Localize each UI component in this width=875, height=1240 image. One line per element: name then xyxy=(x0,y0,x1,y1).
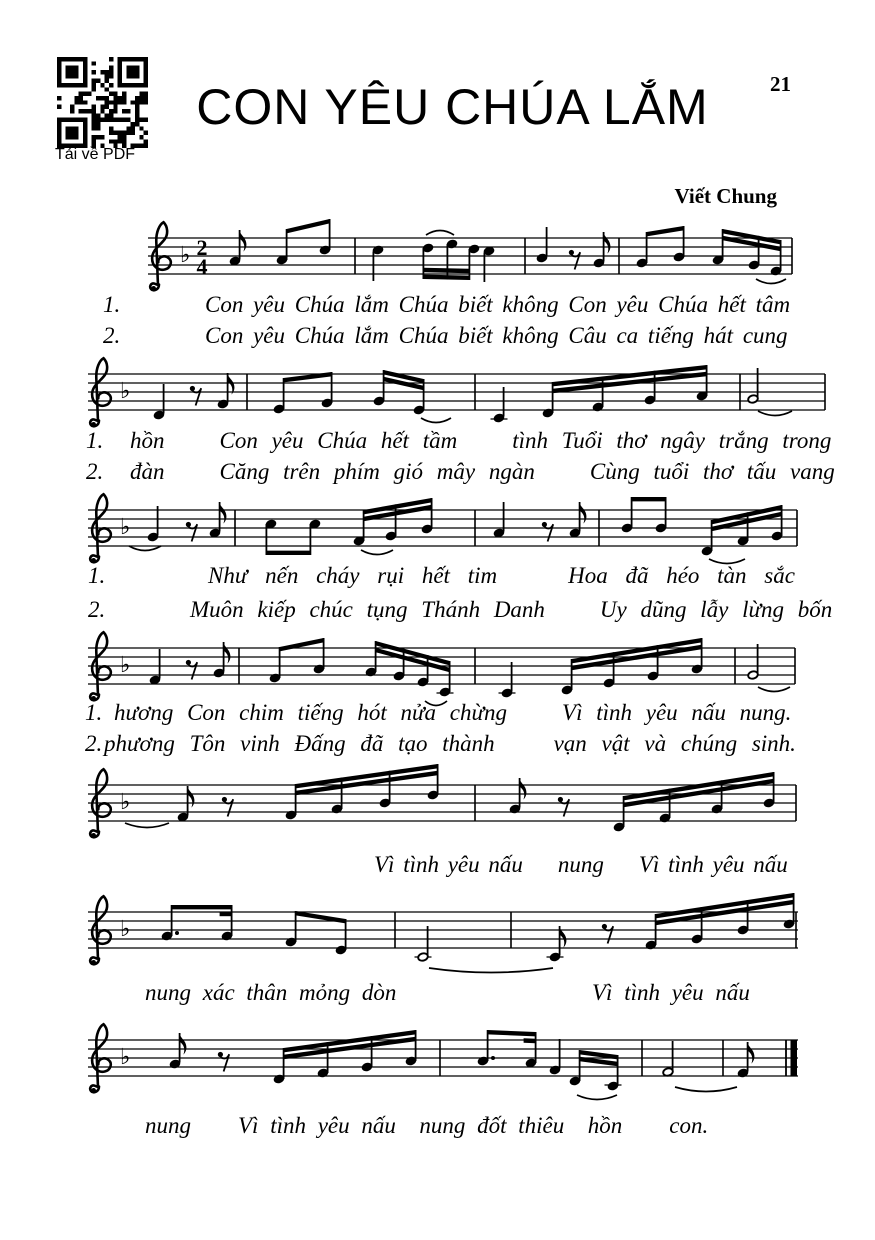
lyric-line: Muôn kiếp chúc tụng Thánh Danh Uy dũng lẫy lừng bốn xyxy=(190,597,833,622)
lyric-line: đàn Căng trên phím gió mây ngàn Cùng tuổi thơ tấu vang xyxy=(130,459,835,484)
staff-system-6 xyxy=(85,888,875,980)
verse-number: 2. xyxy=(103,323,121,348)
lyric-line: nung Vì tình yêu nấu nung đốt thiêu hồn con. xyxy=(145,1113,709,1138)
verse-number: 1. xyxy=(88,563,106,588)
svg-text:♭: ♭ xyxy=(120,790,131,815)
verse-number: 1. xyxy=(85,700,103,725)
lyric-line: hương Con chim tiếng hót nửa chừng Vì tình yêu nấu nung. xyxy=(114,700,792,725)
page-title: CON YÊU CHÚA LẮM xyxy=(196,79,709,135)
lyric-line: Như nến cháy rụi hết tim Hoa đã héo tàn sắc xyxy=(208,563,795,588)
lyric-line: phương Tôn vinh Đấng đã tạo thành vạn vật và chúng sinh. xyxy=(104,731,796,756)
svg-text:♭: ♭ xyxy=(180,243,191,268)
verse-number: 1. xyxy=(86,428,104,453)
verse-number: 2. xyxy=(85,731,103,756)
verse-number: 1. xyxy=(103,292,121,317)
lyric-line: Con yêu Chúa lắm Chúa biết không Câu ca tiếng hát cung xyxy=(205,323,788,348)
lyric-line: Vì tình yêu nấu xyxy=(592,980,750,1005)
page-number: 21 xyxy=(770,72,791,96)
lyric-line: nung xác thân mỏng dòn xyxy=(145,980,397,1005)
lyric-line: Con yêu Chúa lắm Chúa biết không Con yêu Chúa hết tâm xyxy=(205,292,791,317)
verse-number: 2. xyxy=(88,597,106,622)
svg-text:♭: ♭ xyxy=(120,917,131,942)
svg-text:4: 4 xyxy=(196,254,208,279)
qr-caption[interactable]: Tải về PDF xyxy=(55,146,136,163)
staff-system-5 xyxy=(85,761,875,853)
svg-text:♭: ♭ xyxy=(120,1045,131,1070)
svg-text:2: 2 xyxy=(196,235,208,260)
lyric-line: hồn Con yêu Chúa hết tầm tình Tuổi thơ ngây trắng trong xyxy=(130,428,832,453)
verse-number: 2. xyxy=(86,459,104,484)
svg-text:♭: ♭ xyxy=(120,379,131,404)
svg-text:♭: ♭ xyxy=(120,653,131,678)
lyric-line: Vì tình yêu nấu nung Vì tình yêu nấu xyxy=(374,852,788,877)
composer-credit: Viết Chung xyxy=(674,184,777,208)
svg-text:♭: ♭ xyxy=(120,515,131,540)
staff-system-7 xyxy=(85,1016,875,1108)
